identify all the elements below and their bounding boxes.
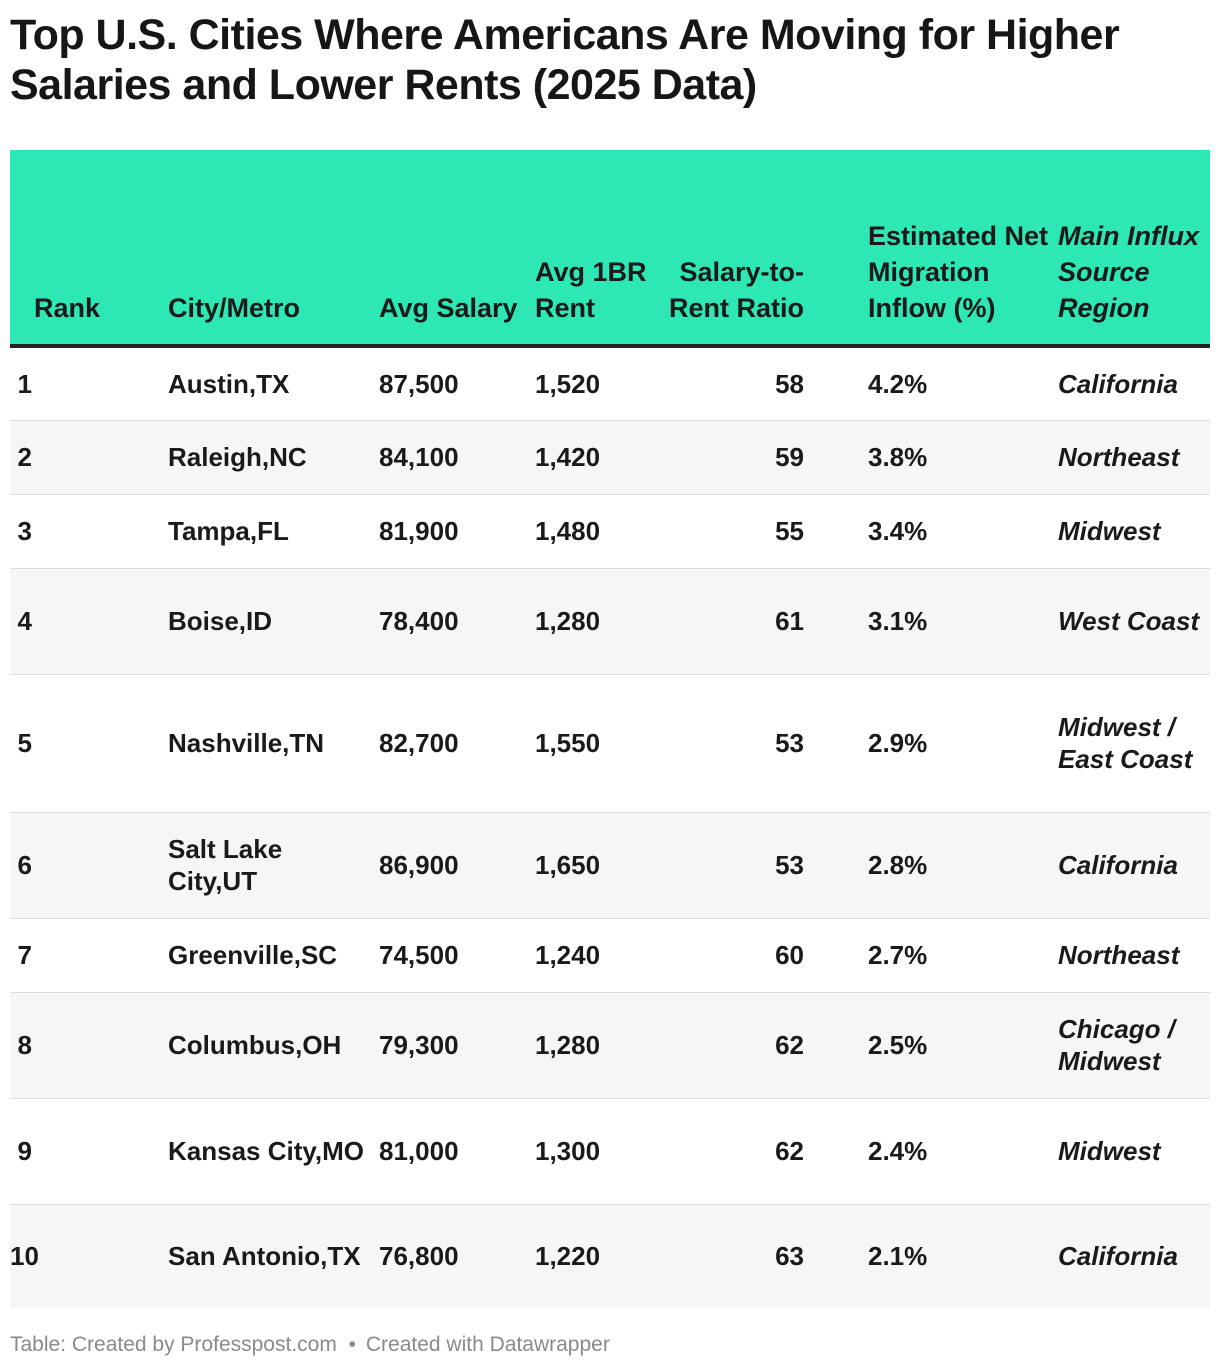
table-row — [10, 494, 1210, 568]
cell-inflow: 4.2% — [854, 346, 1058, 420]
cell-city: Greenville,SC — [138, 918, 375, 992]
cell-city: Columbus,OH — [138, 992, 375, 1098]
cell-salary: 86,900 — [375, 812, 531, 918]
cell-region: California — [1058, 812, 1210, 918]
table-row — [10, 568, 1210, 674]
cell-region: California — [1058, 1204, 1210, 1308]
cell-salary: 78,400 — [375, 568, 531, 674]
cell-rent: 1,480 — [531, 494, 661, 568]
header-row — [10, 150, 1210, 346]
column-header-region: Main Influx Source Region — [1058, 150, 1210, 346]
cell-inflow: 3.1% — [854, 568, 1058, 674]
cell-city: Boise,ID — [138, 568, 375, 674]
cell-salary: 87,500 — [375, 346, 531, 420]
cell-salary: 79,300 — [375, 992, 531, 1098]
table-row — [10, 1204, 1210, 1308]
column-header-city: City/Metro — [138, 150, 375, 346]
footer-source: Table: Created by Professpost.com — [10, 1333, 337, 1356]
table-row — [10, 1098, 1210, 1204]
cell-salary: 74,500 — [375, 918, 531, 992]
cell-ratio: 53 — [661, 674, 854, 812]
cell-city: Raleigh,NC — [138, 420, 375, 494]
table-row — [10, 346, 1210, 420]
cell-rank: 8 — [10, 992, 138, 1098]
cell-rent: 1,550 — [531, 674, 661, 812]
cell-inflow: 2.1% — [854, 1204, 1058, 1308]
cell-rent: 1,240 — [531, 918, 661, 992]
cell-city: Tampa,FL — [138, 494, 375, 568]
footer-credit: Created with Datawrapper — [365, 1333, 610, 1356]
cell-rank: 10 — [10, 1204, 138, 1308]
cell-ratio: 62 — [661, 1098, 854, 1204]
cell-rent: 1,220 — [531, 1204, 661, 1308]
cell-city: Austin,TX — [138, 346, 375, 420]
cell-inflow: 2.5% — [854, 992, 1058, 1098]
cell-rank: 1 — [10, 346, 138, 420]
table-row — [10, 674, 1210, 812]
table-row — [10, 918, 1210, 992]
cell-ratio: 62 — [661, 992, 854, 1098]
column-header-salary: Avg Salary — [375, 150, 531, 346]
data-table — [10, 150, 1210, 1308]
cell-rent: 1,280 — [531, 568, 661, 674]
table-row — [10, 812, 1210, 918]
column-header-ratio: Salary-to-Rent Ratio — [661, 150, 854, 346]
cell-ratio: 63 — [661, 1204, 854, 1308]
cell-inflow: 2.8% — [854, 812, 1058, 918]
cell-rent: 1,300 — [531, 1098, 661, 1204]
cell-city: Salt Lake City,UT — [138, 812, 375, 918]
cell-ratio: 61 — [661, 568, 854, 674]
cell-region: Midwest / East Coast — [1058, 674, 1210, 812]
cell-region: Chicago / Midwest — [1058, 992, 1210, 1098]
cell-salary: 84,100 — [375, 420, 531, 494]
cell-ratio: 60 — [661, 918, 854, 992]
footer — [10, 1331, 610, 1359]
cell-rank: 4 — [10, 568, 138, 674]
cell-city: San Antonio,TX — [138, 1204, 375, 1308]
chart-title: Top U.S. Cities Where Americans Are Moving for Higher Salaries and Lower Rents (2025 Data) — [10, 11, 1120, 109]
cell-rent: 1,650 — [531, 812, 661, 918]
cell-ratio: 59 — [661, 420, 854, 494]
cell-salary: 81,000 — [375, 1098, 531, 1204]
cell-city: Nashville,TN — [138, 674, 375, 812]
cell-inflow: 2.9% — [854, 674, 1058, 812]
cell-ratio: 53 — [661, 812, 854, 918]
cell-ratio: 58 — [661, 346, 854, 420]
column-header-rent: Avg 1BR Rent — [531, 150, 661, 346]
cell-region: Northeast — [1058, 420, 1210, 494]
column-header-rank: Rank — [10, 150, 138, 346]
cell-inflow: 2.7% — [854, 918, 1058, 992]
cell-rent: 1,420 — [531, 420, 661, 494]
cell-inflow: 2.4% — [854, 1098, 1058, 1204]
cell-region: Midwest — [1058, 494, 1210, 568]
cell-rank: 5 — [10, 674, 138, 812]
table-row — [10, 420, 1210, 494]
cell-city: Kansas City,MO — [138, 1098, 375, 1204]
cell-rank: 7 — [10, 918, 138, 992]
cell-region: Northeast — [1058, 918, 1210, 992]
cell-ratio: 55 — [661, 494, 854, 568]
cell-inflow: 3.8% — [854, 420, 1058, 494]
cell-rent: 1,520 — [531, 346, 661, 420]
cell-salary: 81,900 — [375, 494, 531, 568]
cell-rent: 1,280 — [531, 992, 661, 1098]
cell-rank: 6 — [10, 812, 138, 918]
footer-separator: • — [348, 1333, 357, 1356]
cell-rank: 9 — [10, 1098, 138, 1204]
cell-region: West Coast — [1058, 568, 1210, 674]
cell-rank: 3 — [10, 494, 138, 568]
cell-inflow: 3.4% — [854, 494, 1058, 568]
table-header — [10, 150, 1210, 346]
cell-region: California — [1058, 346, 1210, 420]
cell-salary: 82,700 — [375, 674, 531, 812]
table-body — [10, 346, 1210, 1308]
cell-salary: 76,800 — [375, 1204, 531, 1308]
column-header-inflow: Estimated Net Migration Inflow (%) — [854, 150, 1058, 346]
cell-rank: 2 — [10, 420, 138, 494]
table-row — [10, 992, 1210, 1098]
cell-region: Midwest — [1058, 1098, 1210, 1204]
